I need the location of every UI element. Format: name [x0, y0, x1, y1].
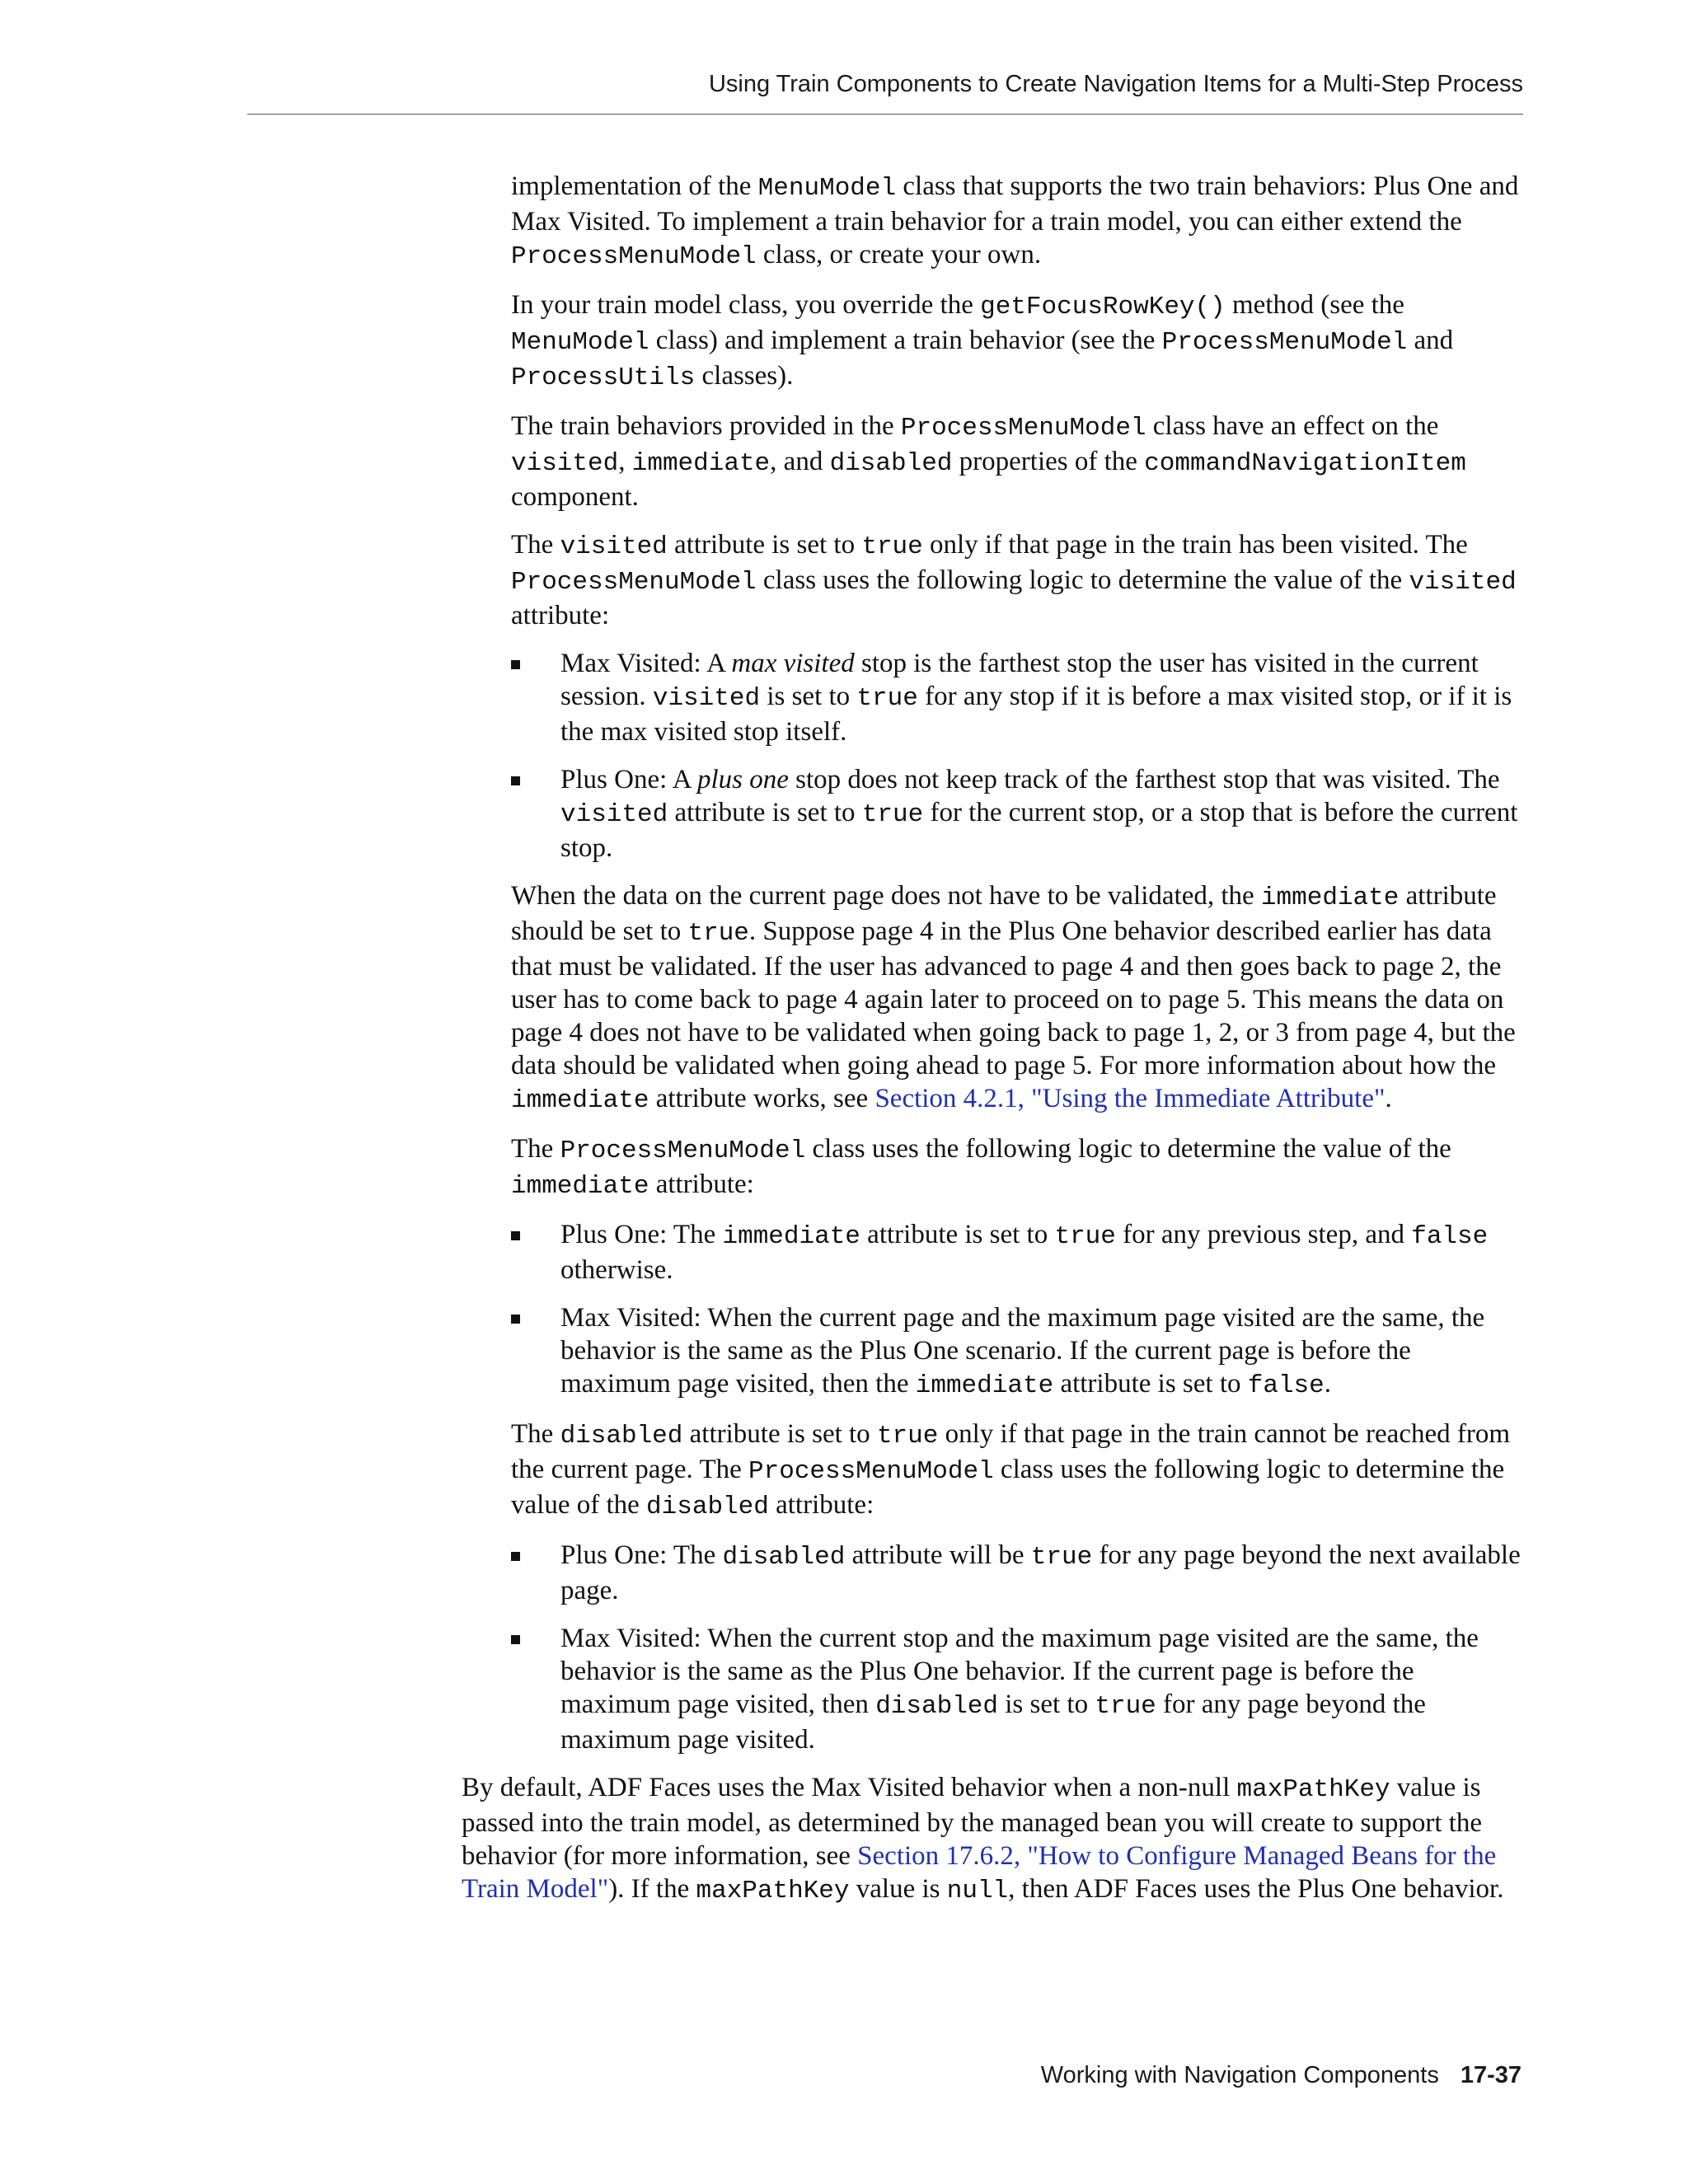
- code-term: true: [856, 684, 918, 713]
- list-item: [511, 763, 1526, 865]
- code-term: immediate: [511, 1086, 649, 1115]
- text-run: attribute is set to: [1053, 1369, 1248, 1399]
- code-term: visited: [1409, 568, 1517, 597]
- text-run: Max Visited: A: [560, 649, 732, 678]
- bullet-square-icon: [511, 660, 520, 669]
- text-run: is set to: [760, 682, 857, 711]
- text-run: attribute:: [511, 601, 610, 630]
- code-term: immediate: [915, 1371, 1054, 1400]
- text-run: Plus One: The: [560, 1220, 723, 1249]
- code-term: ProcessMenuModel: [511, 568, 757, 597]
- cross-reference-link[interactable]: Section 4.2.1, "Using the Immediate Attribute": [874, 1084, 1386, 1113]
- text-run: attribute is set to: [668, 798, 862, 827]
- code-term: disabled: [875, 1692, 999, 1721]
- text-run: Plus One: The: [560, 1540, 723, 1570]
- code-term: disabled: [646, 1493, 769, 1521]
- text-run: attribute is set to: [682, 1419, 877, 1449]
- list-item: [511, 1622, 1526, 1756]
- list-item: [511, 1539, 1526, 1607]
- bullet-square-icon: [511, 1315, 520, 1324]
- text-run: class that supports the two train behaviors: Plus One and Max Visited. To implement a train behavior for a train model, you can either extend the: [511, 171, 1519, 237]
- text-run: only if that page in the train cannot be reached from the current page. The: [511, 1419, 1511, 1484]
- code-term: true: [861, 532, 923, 561]
- code-term: immediate: [511, 1172, 649, 1201]
- code-term: visited: [511, 449, 619, 478]
- list-item-text: [560, 1220, 1488, 1285]
- text-run: class have an effect on the: [1146, 411, 1439, 441]
- text-run: attribute is set to: [667, 530, 862, 560]
- paragraph: [511, 528, 1526, 632]
- code-term: null: [946, 1877, 1009, 1905]
- paragraph: [511, 1132, 1526, 1203]
- text-run: The: [511, 1134, 560, 1164]
- text-run: attribute:: [768, 1490, 874, 1520]
- text-run: The: [511, 1419, 560, 1449]
- text-run: attribute will be: [845, 1540, 1031, 1570]
- code-term: disabled: [829, 449, 953, 478]
- text-run: properties of the: [952, 447, 1145, 476]
- text-run: .: [1324, 1369, 1331, 1399]
- bullet-square-icon: [511, 776, 520, 785]
- text-run: for any previous step, and: [1115, 1220, 1412, 1249]
- code-term: true: [876, 1422, 939, 1451]
- text-run: attribute works, see: [649, 1084, 875, 1113]
- code-term: false: [1247, 1371, 1325, 1400]
- code-term: commandNavigationItem: [1144, 449, 1466, 478]
- code-term: immediate: [1260, 883, 1400, 912]
- text-run: The train behaviors provided in the: [511, 411, 901, 441]
- text-run: In your train model class, you override the: [511, 290, 981, 320]
- running-header: Using Train Components to Create Navigation Items for a Multi-Step Process: [708, 71, 1523, 97]
- text-run: Max Visited: When the current stop and the maximum page visited are the same, the behavior is the same as the Plus One behavior. If the current page is before the maximum page visited, then: [560, 1624, 1479, 1719]
- header-divider: [247, 114, 1523, 115]
- code-term: immediate: [722, 1222, 860, 1251]
- text-run: , and: [770, 447, 830, 476]
- text-run: classes).: [695, 361, 794, 391]
- list-item: [511, 1218, 1526, 1286]
- code-term: MenuModel: [511, 328, 649, 357]
- paragraph: [462, 1771, 1526, 1908]
- code-term: true: [861, 800, 924, 829]
- text-run: When the data on the current page does not have to be validated, the: [511, 881, 1261, 911]
- code-term: maxPathKey: [1236, 1775, 1390, 1804]
- list-item-text: [560, 765, 1517, 863]
- text-run: attribute should be set to: [511, 881, 1497, 946]
- list-item-text: [560, 649, 1512, 747]
- text-run: stop is the farthest stop the user has visited in the current session.: [560, 649, 1479, 711]
- text-run: and: [1407, 326, 1454, 355]
- text-run: value is: [849, 1874, 947, 1904]
- text-run: ). If the: [608, 1874, 696, 1904]
- text-run: otherwise.: [560, 1255, 673, 1285]
- running-footer: [824, 2062, 1522, 2089]
- text-run: method (see the: [1225, 290, 1404, 320]
- body-content: [462, 170, 1526, 1923]
- text-run: ,: [618, 447, 632, 476]
- text-run: only if that page in the train has been visited. The: [922, 530, 1468, 560]
- code-term: true: [687, 919, 749, 948]
- code-term: ProcessUtils: [511, 363, 696, 392]
- code-term: true: [1054, 1222, 1116, 1251]
- immediate-logic-list: [511, 1218, 1526, 1403]
- paragraph: [511, 410, 1526, 513]
- code-term: immediate: [631, 449, 771, 478]
- code-term: visited: [652, 684, 761, 713]
- text-run: Max Visited: When the current page and the maximum page visited are the same, the behavior is the same as the Plus One scenario. If the current page is before the maximum page visited, then the: [560, 1303, 1485, 1399]
- text-run: attribute is set to: [860, 1220, 1055, 1249]
- code-term: visited: [560, 532, 668, 561]
- code-term: disabled: [560, 1422, 683, 1451]
- text-run: class, or create your own.: [756, 240, 1042, 269]
- text-run: for any page beyond the maximum page visited.: [560, 1690, 1426, 1755]
- page-number: 17-37: [1460, 2062, 1522, 2088]
- code-term: true: [1095, 1692, 1156, 1721]
- text-run: for the current stop, or a stop that is before the current stop.: [560, 798, 1518, 863]
- paragraph: [511, 879, 1526, 1118]
- list-item: [511, 1301, 1526, 1403]
- emphasis-term: plus one: [696, 765, 789, 794]
- text-run: , then ADF Faces uses the Plus One behavior.: [1008, 1874, 1504, 1904]
- text-run: . Suppose page 4 in the Plus One behavior described earlier has data that must be validated. If the user has advanced to page 4 and then goes back to page 2, the user has to come back to page 4 again later to proceed on to page 5. This means the data on page 4 does not have to be validated when going back to page 1, 2, or 3 from page 4, but the data should be validated when going ahead to page 5. For more information about how the: [511, 916, 1516, 1080]
- code-term: ProcessMenuModel: [560, 1137, 806, 1165]
- disabled-logic-list: [511, 1539, 1526, 1756]
- emphasis-term: max visited: [731, 649, 855, 678]
- text-run: implementation of the: [511, 171, 758, 201]
- text-run: class uses the following logic to determine the value of the: [805, 1134, 1451, 1164]
- text-run: attribute:: [649, 1169, 754, 1199]
- text-run: class uses the following logic to determine the value of the: [511, 1455, 1505, 1520]
- list-item: [511, 647, 1526, 748]
- text-run: component.: [511, 482, 639, 512]
- text-run: By default, ADF Faces uses the Max Visited behavior when a non-null: [462, 1773, 1237, 1802]
- list-item-text: [560, 1303, 1484, 1399]
- list-item-text: [560, 1624, 1479, 1755]
- code-term: true: [1030, 1543, 1093, 1572]
- text-run: stop does not keep track of the farthest stop that was visited. The: [788, 765, 1500, 794]
- bullet-square-icon: [511, 1635, 520, 1644]
- code-term: maxPathKey: [696, 1877, 850, 1905]
- visited-logic-list: [511, 647, 1526, 865]
- code-term: ProcessMenuModel: [900, 414, 1146, 443]
- text-run: value is passed into the train model, as determined by the managed bean you will create to support the behavior (for more information, see: [462, 1773, 1483, 1871]
- code-term: MenuModel: [757, 174, 897, 203]
- paragraph: [511, 170, 1526, 274]
- code-term: ProcessMenuModel: [1161, 328, 1408, 357]
- text-run: class uses the following logic to determine the value of the: [756, 565, 1409, 595]
- cross-reference-link[interactable]: Section 17.6.2, "How to Configure Managed Beans for the Train Model": [462, 1841, 1497, 1904]
- text-run: The: [511, 530, 560, 560]
- code-term: ProcessMenuModel: [511, 242, 757, 271]
- bullet-square-icon: [511, 1231, 520, 1240]
- text-run: class) and implement a train behavior (see the: [649, 326, 1162, 355]
- text-run: Plus One: A: [560, 765, 697, 794]
- footer-chapter-title: Working with Navigation Components: [1040, 2062, 1439, 2088]
- code-term: false: [1411, 1222, 1489, 1251]
- paragraph: [511, 1418, 1526, 1524]
- code-term: disabled: [722, 1543, 846, 1572]
- paragraph: [511, 288, 1526, 395]
- list-item-text: [560, 1540, 1521, 1605]
- text-run: for any stop if it is before a max visited stop, or if it is the max visited stop itself.: [560, 682, 1512, 747]
- text-run: for any page beyond the next available page.: [560, 1540, 1521, 1605]
- text-run: .: [1385, 1084, 1392, 1113]
- bullet-square-icon: [511, 1552, 520, 1561]
- text-run: is set to: [998, 1690, 1095, 1719]
- code-term: getFocusRowKey(): [980, 293, 1226, 321]
- code-term: ProcessMenuModel: [748, 1457, 994, 1486]
- code-term: visited: [560, 800, 668, 829]
